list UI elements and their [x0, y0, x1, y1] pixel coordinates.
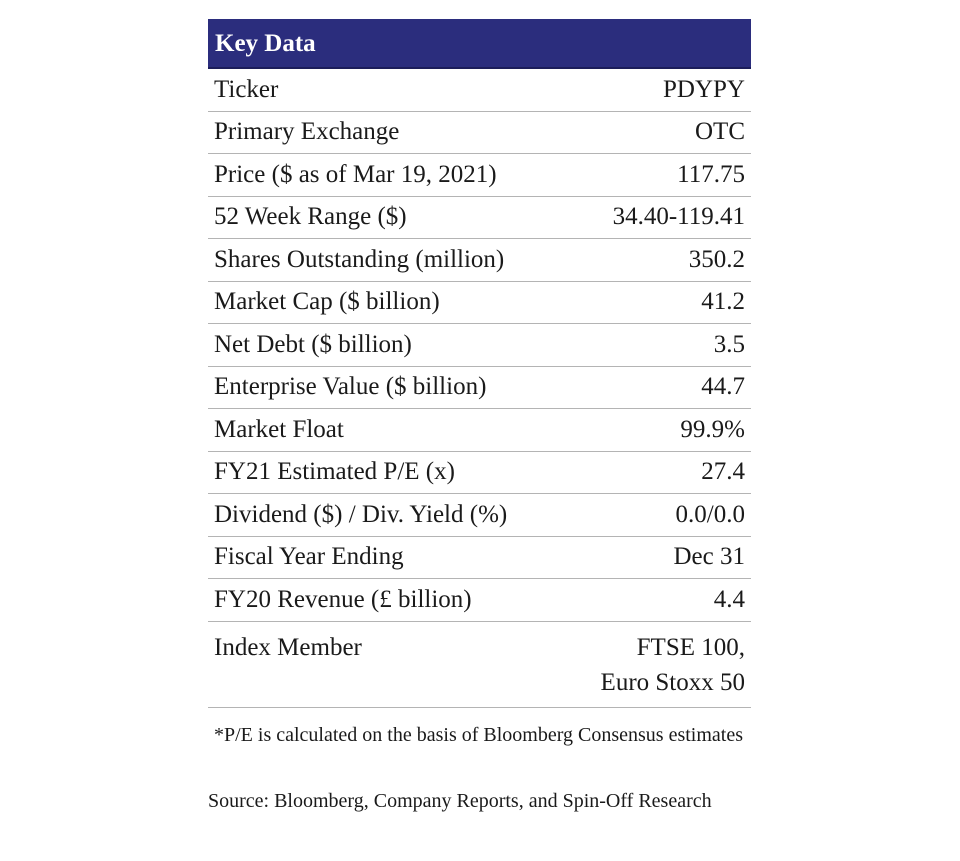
row-label: FY21 Estimated P/E (x)	[214, 458, 455, 486]
row-value: 34.40-119.41	[612, 203, 745, 231]
row-value: 99.9%	[680, 415, 745, 443]
table-row-dividend	[208, 494, 751, 537]
table-row-price	[208, 154, 751, 197]
row-value: OTC	[695, 118, 745, 146]
row-label: Primary Exchange	[214, 118, 400, 146]
row-value	[601, 630, 745, 700]
table-row-ticker	[208, 69, 751, 112]
table-title: Key Data	[208, 19, 751, 69]
row-label: Market Cap ($ billion)	[214, 288, 440, 316]
row-label: Shares Outstanding (million)	[214, 245, 505, 273]
row-value: 0.0/0.0	[675, 500, 745, 528]
row-value: 44.7	[701, 373, 745, 401]
table-row-enterprise-value	[208, 367, 751, 410]
table-row-fy20-revenue	[208, 579, 751, 622]
table-row-market-cap	[208, 282, 751, 325]
table-row-index-member	[208, 622, 751, 708]
row-value: 4.4	[713, 585, 745, 613]
row-label: FY20 Revenue (£ billion)	[214, 585, 472, 613]
row-label: 52 Week Range ($)	[214, 203, 407, 231]
row-value: 350.2	[688, 245, 745, 273]
row-label: Price ($ as of Mar 19, 2021)	[214, 160, 497, 188]
row-value: 3.5	[713, 330, 745, 358]
row-value: 117.75	[677, 160, 745, 188]
row-value: 27.4	[701, 458, 745, 486]
table-row-shares-outstanding	[208, 239, 751, 282]
table-row-net-debt	[208, 324, 751, 367]
row-label: Dividend ($) / Div. Yield (%)	[214, 500, 508, 528]
row-label: Ticker	[214, 75, 279, 103]
table-row-pe	[208, 452, 751, 495]
row-value: Dec 31	[673, 543, 745, 571]
table-row-fiscal-year-ending	[208, 537, 751, 580]
table-footnote: *P/E is calculated on the basis of Bloomberg Consensus estimates	[214, 723, 744, 746]
index-member-line-2: Euro Stoxx 50	[600, 668, 745, 696]
key-data-table	[208, 19, 751, 749]
row-label: Market Float	[214, 415, 344, 443]
table-row-market-float	[208, 409, 751, 452]
row-label: Enterprise Value ($ billion)	[214, 373, 487, 401]
table-row-primary-exchange	[208, 112, 751, 155]
row-value: 41.2	[701, 288, 745, 316]
table-row-52-week-range	[208, 197, 751, 240]
row-label: Index Member	[214, 633, 362, 661]
index-member-line-1: FTSE 100,	[636, 633, 745, 661]
row-label: Fiscal Year Ending	[214, 543, 404, 571]
row-value: PDYPY	[663, 75, 745, 103]
row-label: Net Debt ($ billion)	[214, 330, 412, 358]
source-note: Source: Bloomberg, Company Reports, and Spin-Off Research	[208, 790, 712, 812]
